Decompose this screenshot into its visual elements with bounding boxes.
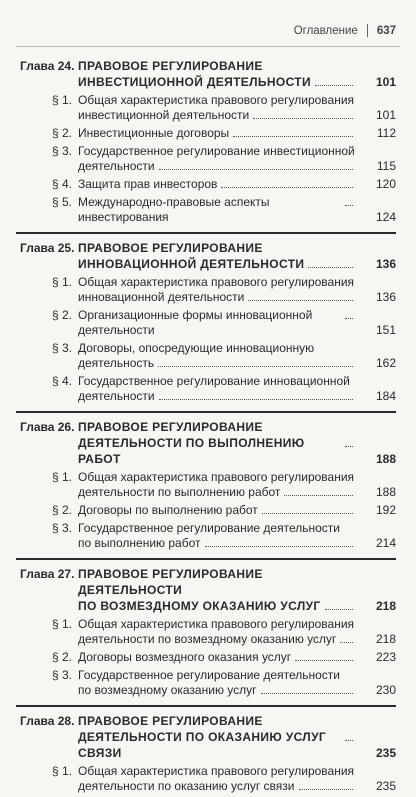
section-page-number: 188 [375,485,396,499]
section-title-line: Государственное регулирование инвестиционной [78,144,355,158]
section-page-number: 112 [376,126,396,140]
section-title-line: по выполнению работ [78,536,201,550]
header-section-title: Оглавление [293,24,358,37]
chapter-block [16,232,396,407]
toc-entry [16,503,396,518]
header-rule [16,46,400,47]
section-title-line: Договоры, опосредующие инновационную [78,341,315,355]
section-title-line: деятельность [78,356,155,370]
section-title-line: Договоры по выполнению работ [78,503,258,517]
toc-entry [16,764,396,794]
section-title-line: деятельности [78,389,155,403]
chapter-page-number: 136 [375,257,396,271]
chapter-number: Глава 25. [20,241,75,255]
chapter-block [16,705,396,797]
chapter-heading [16,240,396,272]
section-title-line: Организационные формы инновационной деятельности [78,308,313,337]
section-number: § 1. [52,617,73,631]
chapter-title-line: ИННОВАЦИОННОЙ ДЕЯТЕЛЬНОСТИ [78,257,305,271]
section-page-number: 184 [375,389,396,403]
section-page-number: 151 [375,323,396,337]
section-title-line: Международно-правовые аспекты инвестирования [78,195,270,224]
toc-entry [16,650,396,665]
section-title-line: Защита прав инвесторов [78,177,218,191]
section-page-number: 136 [375,290,396,304]
toc-entry [16,177,396,192]
toc-entry [16,617,396,647]
dot-leader [253,118,353,119]
chapter-page-number: 188 [375,452,396,466]
chapter-heading [16,566,396,614]
dot-leader [261,693,353,694]
dot-leader [159,169,353,170]
toc-entry [16,275,396,305]
toc-entry [16,470,396,500]
section-page-number: 120 [375,177,396,191]
section-title-line: Общая характеристика правового регулирования [78,470,355,484]
section-page-number: 235 [375,779,396,793]
section-title-line: по возмездному оказанию услуг [78,683,257,697]
section-number: § 4. [52,177,73,191]
section-number: § 2. [52,308,73,322]
dot-leader [295,660,353,661]
chapter-number: Глава 27. [20,567,75,581]
section-title-line: инновационной деятельности [78,290,245,304]
dot-leader [308,267,353,268]
section-page-number: 101 [375,108,396,122]
chapter-number: Глава 26. [20,420,75,434]
header-page-number: 637 [376,24,396,37]
section-page-number: 192 [375,503,396,517]
section-page-number: 223 [375,650,396,664]
chapter-title-line: ПРАВОВОЕ РЕГУЛИРОВАНИЕ ДЕЯТЕЛЬНОСТИ [78,567,263,597]
section-number: § 1. [52,275,73,289]
toc-entry [16,195,396,225]
chapter-title-line: ПРАВОВОЕ РЕГУЛИРОВАНИЕ [78,59,263,73]
dot-leader [345,740,353,741]
section-number: § 3. [52,521,73,535]
dot-leader [221,187,353,188]
section-number: § 1. [52,93,73,107]
dot-leader [340,642,353,643]
chapter-title-line: ИНВЕСТИЦИОННОЙ ДЕЯТЕЛЬНОСТИ [78,75,311,89]
dot-leader [262,513,353,514]
section-page-number: 218 [375,632,396,646]
chapter-block [16,411,396,554]
section-title-line: Общая характеристика правового регулирования [78,764,355,778]
chapter-title-line: ДЕЯТЕЛЬНОСТИ ПО ВЫПОЛНЕНИЮ РАБОТ [78,436,305,466]
section-number: § 1. [52,470,73,484]
section-title-line: деятельности по выполнению работ [78,485,281,499]
section-title-line: Общая характеристика правового регулирования [78,617,355,631]
header-separator [367,24,368,37]
section-number: § 1. [52,764,73,778]
section-number: § 4. [52,374,73,388]
toc-entry [16,308,396,338]
chapter-title-line: ПРАВОВОЕ РЕГУЛИРОВАНИЕ [78,714,263,728]
section-page-number: 230 [375,683,396,697]
section-page-number: 162 [375,356,396,370]
toc-entry [16,668,396,698]
dot-leader [345,318,353,319]
section-page-number: 214 [375,536,396,550]
chapter-title-line: ПРАВОВОЕ РЕГУЛИРОВАНИЕ [78,241,263,255]
section-title-line: Общая характеристика правового регулирования [78,275,355,289]
dot-leader [345,205,353,206]
section-number: § 2. [52,650,73,664]
section-number: § 2. [52,503,73,517]
section-title-line: Инвестиционные договоры [78,126,230,140]
chapter-heading [16,419,396,467]
section-title-line: деятельности по оказанию услуг связи [78,779,295,793]
table-of-contents [16,52,396,797]
section-title-line: деятельности [78,159,155,173]
chapter-number: Глава 28. [20,714,75,728]
section-title-line: Государственное регулирование деятельности [78,521,340,535]
chapter-page-number: 101 [375,75,396,89]
dot-leader [299,789,354,790]
dot-leader [315,85,353,86]
dot-leader [158,366,353,367]
chapter-title-line: ДЕЯТЕЛЬНОСТИ ПО ОКАЗАНИЮ УСЛУГ СВЯЗИ [78,730,327,760]
chapter-number: Глава 24. [20,59,75,73]
chapter-title-line: ПО ВОЗМЕЗДНОМУ ОКАЗАНИЮ УСЛУГ [78,599,321,613]
dot-leader [345,446,353,447]
chapter-heading [16,713,396,761]
section-title-line: деятельности по возмездному оказанию услуг [78,632,337,646]
section-title-line: инвестиционной деятельности [78,108,250,122]
section-title-line: Договоры возмездного оказания услуг [78,650,292,664]
section-page-number: 124 [375,210,396,224]
section-number: § 5. [52,195,73,209]
dot-leader [325,609,353,610]
section-number: § 3. [52,144,73,158]
section-number: § 3. [52,668,73,682]
chapter-page-number: 218 [375,599,396,613]
toc-entry [16,93,396,123]
chapter-page-number: 235 [375,746,396,760]
section-page-number: 115 [376,159,396,173]
running-header [294,24,396,37]
dot-leader [284,495,353,496]
toc-entry [16,374,396,404]
section-title-line: Государственное регулирование деятельности [78,668,340,682]
chapter-heading [16,58,396,90]
chapter-title-line: ПРАВОВОЕ РЕГУЛИРОВАНИЕ [78,420,263,434]
dot-leader [159,399,353,400]
section-title-line: Общая характеристика правового регулирования [78,93,355,107]
chapter-block [16,52,396,228]
dot-leader [233,136,353,137]
dot-leader [248,300,353,301]
section-number: § 3. [52,341,73,355]
toc-entry [16,144,396,174]
toc-entry [16,521,396,551]
toc-entry [16,126,396,141]
section-title-line: Государственное регулирование инновационной [78,374,350,388]
section-number: § 2. [52,126,73,140]
dot-leader [205,546,353,547]
toc-entry [16,341,396,371]
